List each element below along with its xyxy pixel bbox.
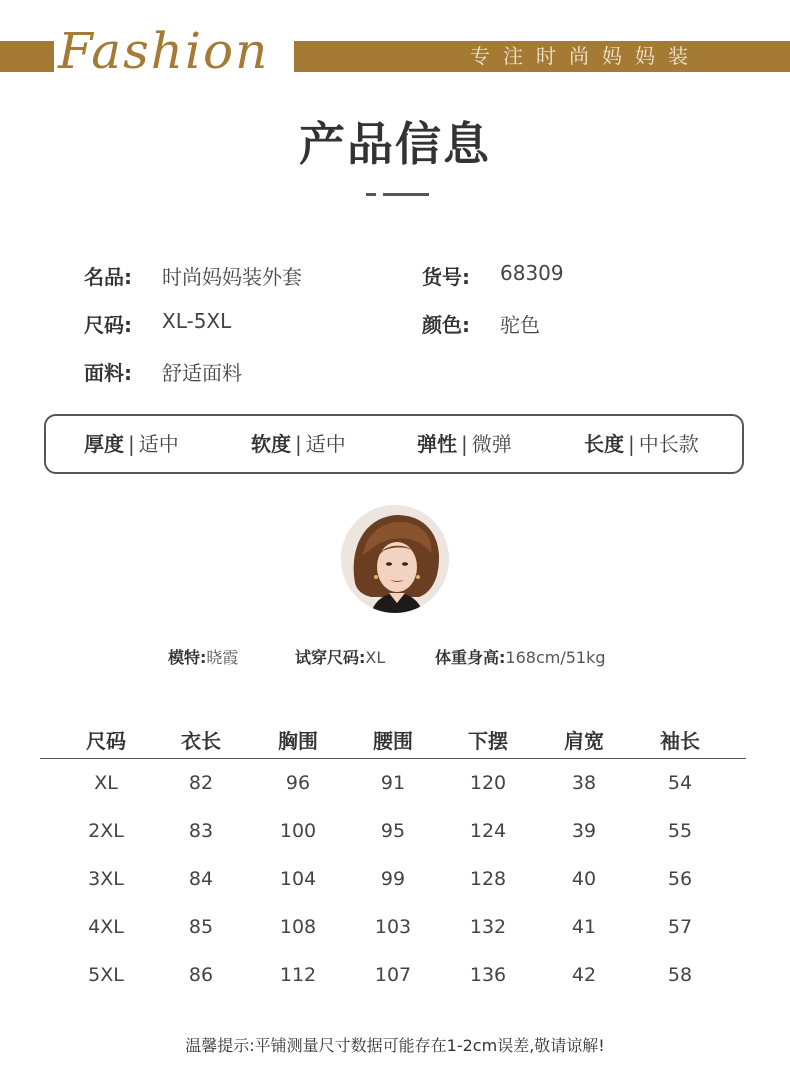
model-body-value: 168cm/51kg [505,648,606,667]
attribute-separator: | [295,432,302,456]
table-cell: 2XL [88,820,124,842]
table-cell: 57 [667,916,693,938]
table-cell: 56 [667,868,693,890]
table-cell: 84 [188,868,214,890]
model-name-label: 模特: [168,648,207,667]
table-cell: 100 [279,820,317,842]
product-sku-value: 68309 [500,261,564,285]
attribute-separator: | [461,432,468,456]
model-name-value: 晓霞 [206,648,239,667]
table-cell: 107 [374,964,412,986]
table-cell: 136 [469,964,507,986]
model-trial-size [295,645,385,668]
table-cell: XL [94,772,118,794]
table-cell: 86 [188,964,214,986]
table-cell: 3XL [88,868,124,890]
attribute-value: 适中 [305,432,346,456]
table-cell: 54 [667,772,693,794]
product-color-value: 驼色 [500,313,540,337]
attribute-length [584,416,699,472]
attribute-label: 长度 [584,432,624,456]
table-header-waist: 腰围 [373,729,413,753]
model-body [435,645,606,668]
table-header-hem: 下摆 [468,729,508,753]
table-cell: 5XL [88,964,124,986]
attribute-thickness [84,416,179,472]
table-cell: 39 [571,820,597,842]
table-cell: 82 [188,772,214,794]
table-cell: 83 [188,820,214,842]
table-header-length: 衣长 [181,729,221,753]
table-cell: 108 [279,916,317,938]
table-cell: 103 [374,916,412,938]
product-name-value: 时尚妈妈装外套 [162,265,302,289]
attribute-value: 中长款 [638,432,699,456]
attribute-softness [251,416,346,472]
title-divider-long [383,193,429,196]
attribute-value: 适中 [138,432,179,456]
table-header-bust: 胸围 [278,729,318,753]
table-cell: 112 [279,964,317,986]
product-name-label: 名品: [84,265,132,289]
header-slogan: 专注时尚妈妈装 [470,44,701,68]
product-color-label: 颜色: [422,313,470,337]
attributes-box [44,414,744,474]
table-cell: 55 [667,820,693,842]
product-fabric-label: 面料: [84,361,132,385]
table-cell: 41 [571,916,597,938]
model-size-label: 试穿尺码: [295,648,366,667]
table-cell: 85 [188,916,214,938]
table-cell: 124 [469,820,507,842]
model-body-label: 体重身高: [435,648,506,667]
model-portrait-image [341,505,449,613]
table-header-shoulder: 肩宽 [564,729,604,753]
model-avatar [341,505,449,613]
title-divider-short [366,193,376,196]
table-cell: 42 [571,964,597,986]
table-cell: 96 [285,772,311,794]
table-cell: 120 [469,772,507,794]
product-size-value: XL-5XL [162,309,232,333]
table-cell: 95 [380,820,406,842]
header-band-left [0,41,54,72]
attribute-label: 厚度 [84,432,124,456]
table-cell: 91 [380,772,406,794]
table-cell: 4XL [88,916,124,938]
table-cell: 104 [279,868,317,890]
attribute-elasticity [417,416,512,472]
table-cell: 38 [571,772,597,794]
page-title: 产品信息 [299,117,491,171]
model-size-value: XL [365,648,386,667]
attribute-value: 微弹 [471,432,512,456]
table-header-sleeve: 袖长 [660,729,700,753]
table-header-size: 尺码 [86,729,126,753]
table-header-divider [40,758,746,759]
table-cell: 99 [380,868,406,890]
footnote: 温馨提示:平铺测量尺寸数据可能存在1-2cm误差,敬请谅解! [185,1036,605,1055]
product-fabric-value: 舒适面料 [162,361,242,385]
attribute-separator: | [628,432,635,456]
attribute-separator: | [128,432,135,456]
table-cell: 58 [667,964,693,986]
model-name [168,645,238,668]
brand-logo-text: Fashion [58,22,270,80]
attribute-label: 软度 [251,432,291,456]
attribute-label: 弹性 [417,432,457,456]
table-cell: 132 [469,916,507,938]
table-cell: 128 [469,868,507,890]
table-cell: 40 [571,868,597,890]
product-size-label: 尺码: [84,313,132,337]
product-sku-label: 货号: [422,265,470,289]
